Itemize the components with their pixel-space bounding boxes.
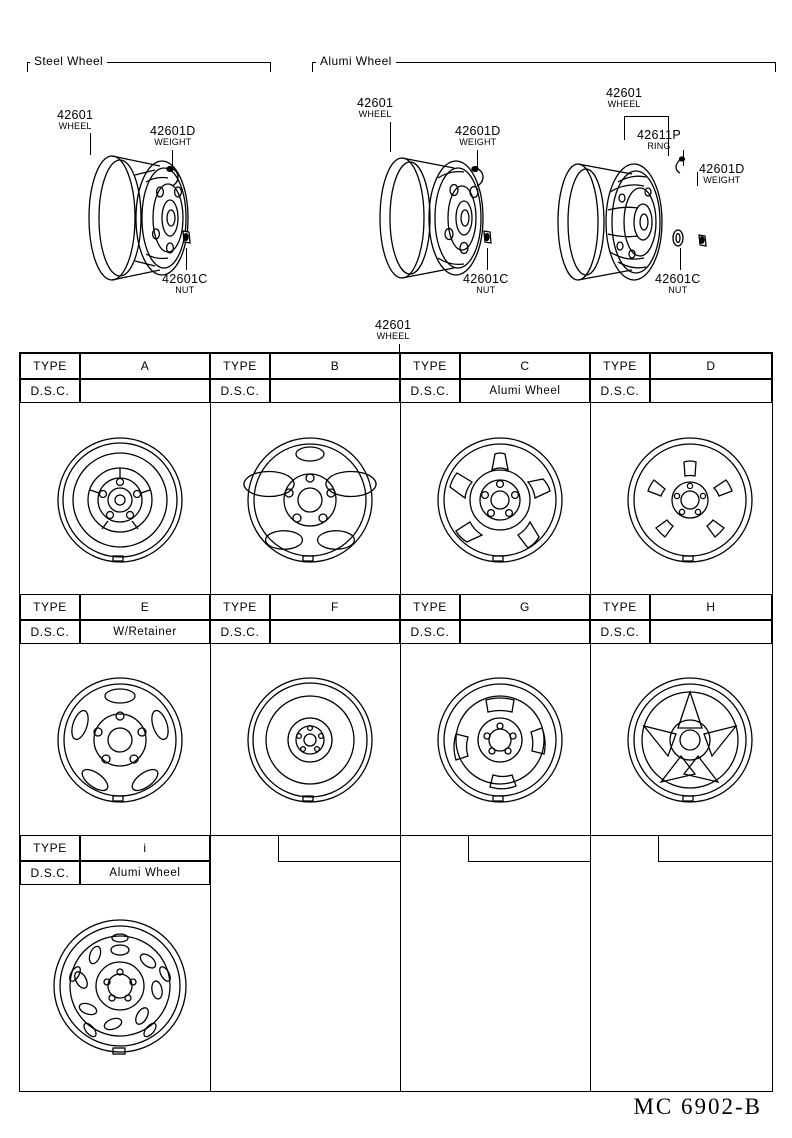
callout-42601-wheel-3: 42601 WHEEL [606, 86, 643, 109]
dsc-value-b [270, 379, 400, 403]
bracket-line [624, 116, 625, 140]
wheel-image-h [615, 665, 765, 815]
steel-wheel-illustration [50, 130, 230, 295]
callout-42601d-weight-3: 42601D WEIGHT [699, 162, 745, 185]
weight-clip-icon-1 [165, 166, 185, 188]
nut-icon-4 [695, 232, 713, 252]
leader-line [697, 172, 698, 186]
nut-icon-3 [670, 228, 688, 250]
type-header-a: TYPE [20, 353, 80, 379]
type-header-e: TYPE [20, 594, 80, 620]
dsc-value-a [80, 379, 210, 403]
main-part-callout: 42601 WHEEL [375, 318, 412, 341]
type-value-a: A [80, 353, 210, 379]
callout-42601d-weight-1: 42601D WEIGHT [150, 124, 196, 147]
column-divider [400, 835, 401, 1091]
dsc-header-f: D.S.C. [210, 620, 270, 644]
type-header-f: TYPE [210, 594, 270, 620]
leader-line [90, 133, 91, 155]
callout-42611p-ring: 42611P RING [637, 128, 681, 151]
leader-line [487, 248, 488, 270]
callout-42601d-weight-2: 42601D WEIGHT [455, 124, 501, 147]
steel-wheel-group-label: Steel Wheel [30, 54, 107, 68]
leader-line [680, 248, 681, 270]
type-header-i: TYPE [20, 835, 80, 861]
type-value-e: E [80, 594, 210, 620]
empty-header-divider [468, 861, 590, 862]
wheel-image-i [45, 909, 195, 1069]
callout-42601-wheel-2: 42601 WHEEL [357, 96, 394, 119]
wheel-image-f [235, 665, 385, 815]
wheel-image-a [45, 425, 195, 575]
type-value-i: i [80, 835, 210, 861]
wheel-type-table [19, 352, 773, 1092]
dsc-header-i: D.S.C. [20, 861, 80, 885]
wheel-image-e [45, 665, 195, 815]
dsc-header-h: D.S.C. [590, 620, 650, 644]
dsc-value-f [270, 620, 400, 644]
type-header-c: TYPE [400, 353, 460, 379]
type-value-b: B [270, 353, 400, 379]
drawing-number: MC 6902-B [633, 1094, 762, 1119]
callout-42601c-nut-2: 42601C NUT [463, 272, 509, 295]
dsc-header-d: D.S.C. [590, 379, 650, 403]
empty-header-divider [658, 835, 659, 861]
wheel-image-g [425, 665, 575, 815]
wheel-image-b [235, 425, 385, 575]
type-header-b: TYPE [210, 353, 270, 379]
weight-clip-icon-2 [470, 166, 490, 188]
type-value-d: D [650, 353, 772, 379]
dsc-header-c: D.S.C. [400, 379, 460, 403]
column-divider [210, 835, 211, 1091]
leader-line [390, 122, 391, 152]
callout-42601c-nut-1: 42601C NUT [162, 272, 208, 295]
empty-header-divider [468, 835, 469, 861]
dsc-value-e: W/Retainer [80, 620, 210, 644]
empty-header-divider [278, 861, 400, 862]
dsc-value-i: Alumi Wheel [80, 861, 210, 885]
alumi-wheel-group-label: Alumi Wheel [316, 54, 396, 68]
dsc-value-d [650, 379, 772, 403]
ring-icon [672, 156, 690, 176]
type-header-h: TYPE [590, 594, 650, 620]
callout-42601-wheel-1: 42601 WHEEL [57, 108, 94, 131]
type-header-g: TYPE [400, 594, 460, 620]
bracket-line [624, 116, 669, 117]
type-value-h: H [650, 594, 772, 620]
callout-42601c-nut-3: 42601C NUT [655, 272, 701, 295]
nut-icon-1 [178, 228, 196, 248]
type-header-d: TYPE [590, 353, 650, 379]
dsc-header-g: D.S.C. [400, 620, 460, 644]
dsc-header-b: D.S.C. [210, 379, 270, 403]
type-value-c: C [460, 353, 590, 379]
leader-line [186, 248, 187, 270]
alumi-wheel-illustration [350, 130, 530, 295]
type-value-g: G [460, 594, 590, 620]
dsc-header-a: D.S.C. [20, 379, 80, 403]
type-value-f: F [270, 594, 400, 620]
wheel-image-d [615, 425, 765, 575]
column-divider [590, 835, 591, 1091]
nut-icon-2 [479, 228, 497, 248]
dsc-value-g [460, 620, 590, 644]
wheel-image-c [425, 425, 575, 575]
dsc-value-c: Alumi Wheel [460, 379, 590, 403]
dsc-header-e: D.S.C. [20, 620, 80, 644]
empty-header-divider [658, 861, 772, 862]
dsc-value-h [650, 620, 772, 644]
empty-header-divider [278, 835, 279, 861]
